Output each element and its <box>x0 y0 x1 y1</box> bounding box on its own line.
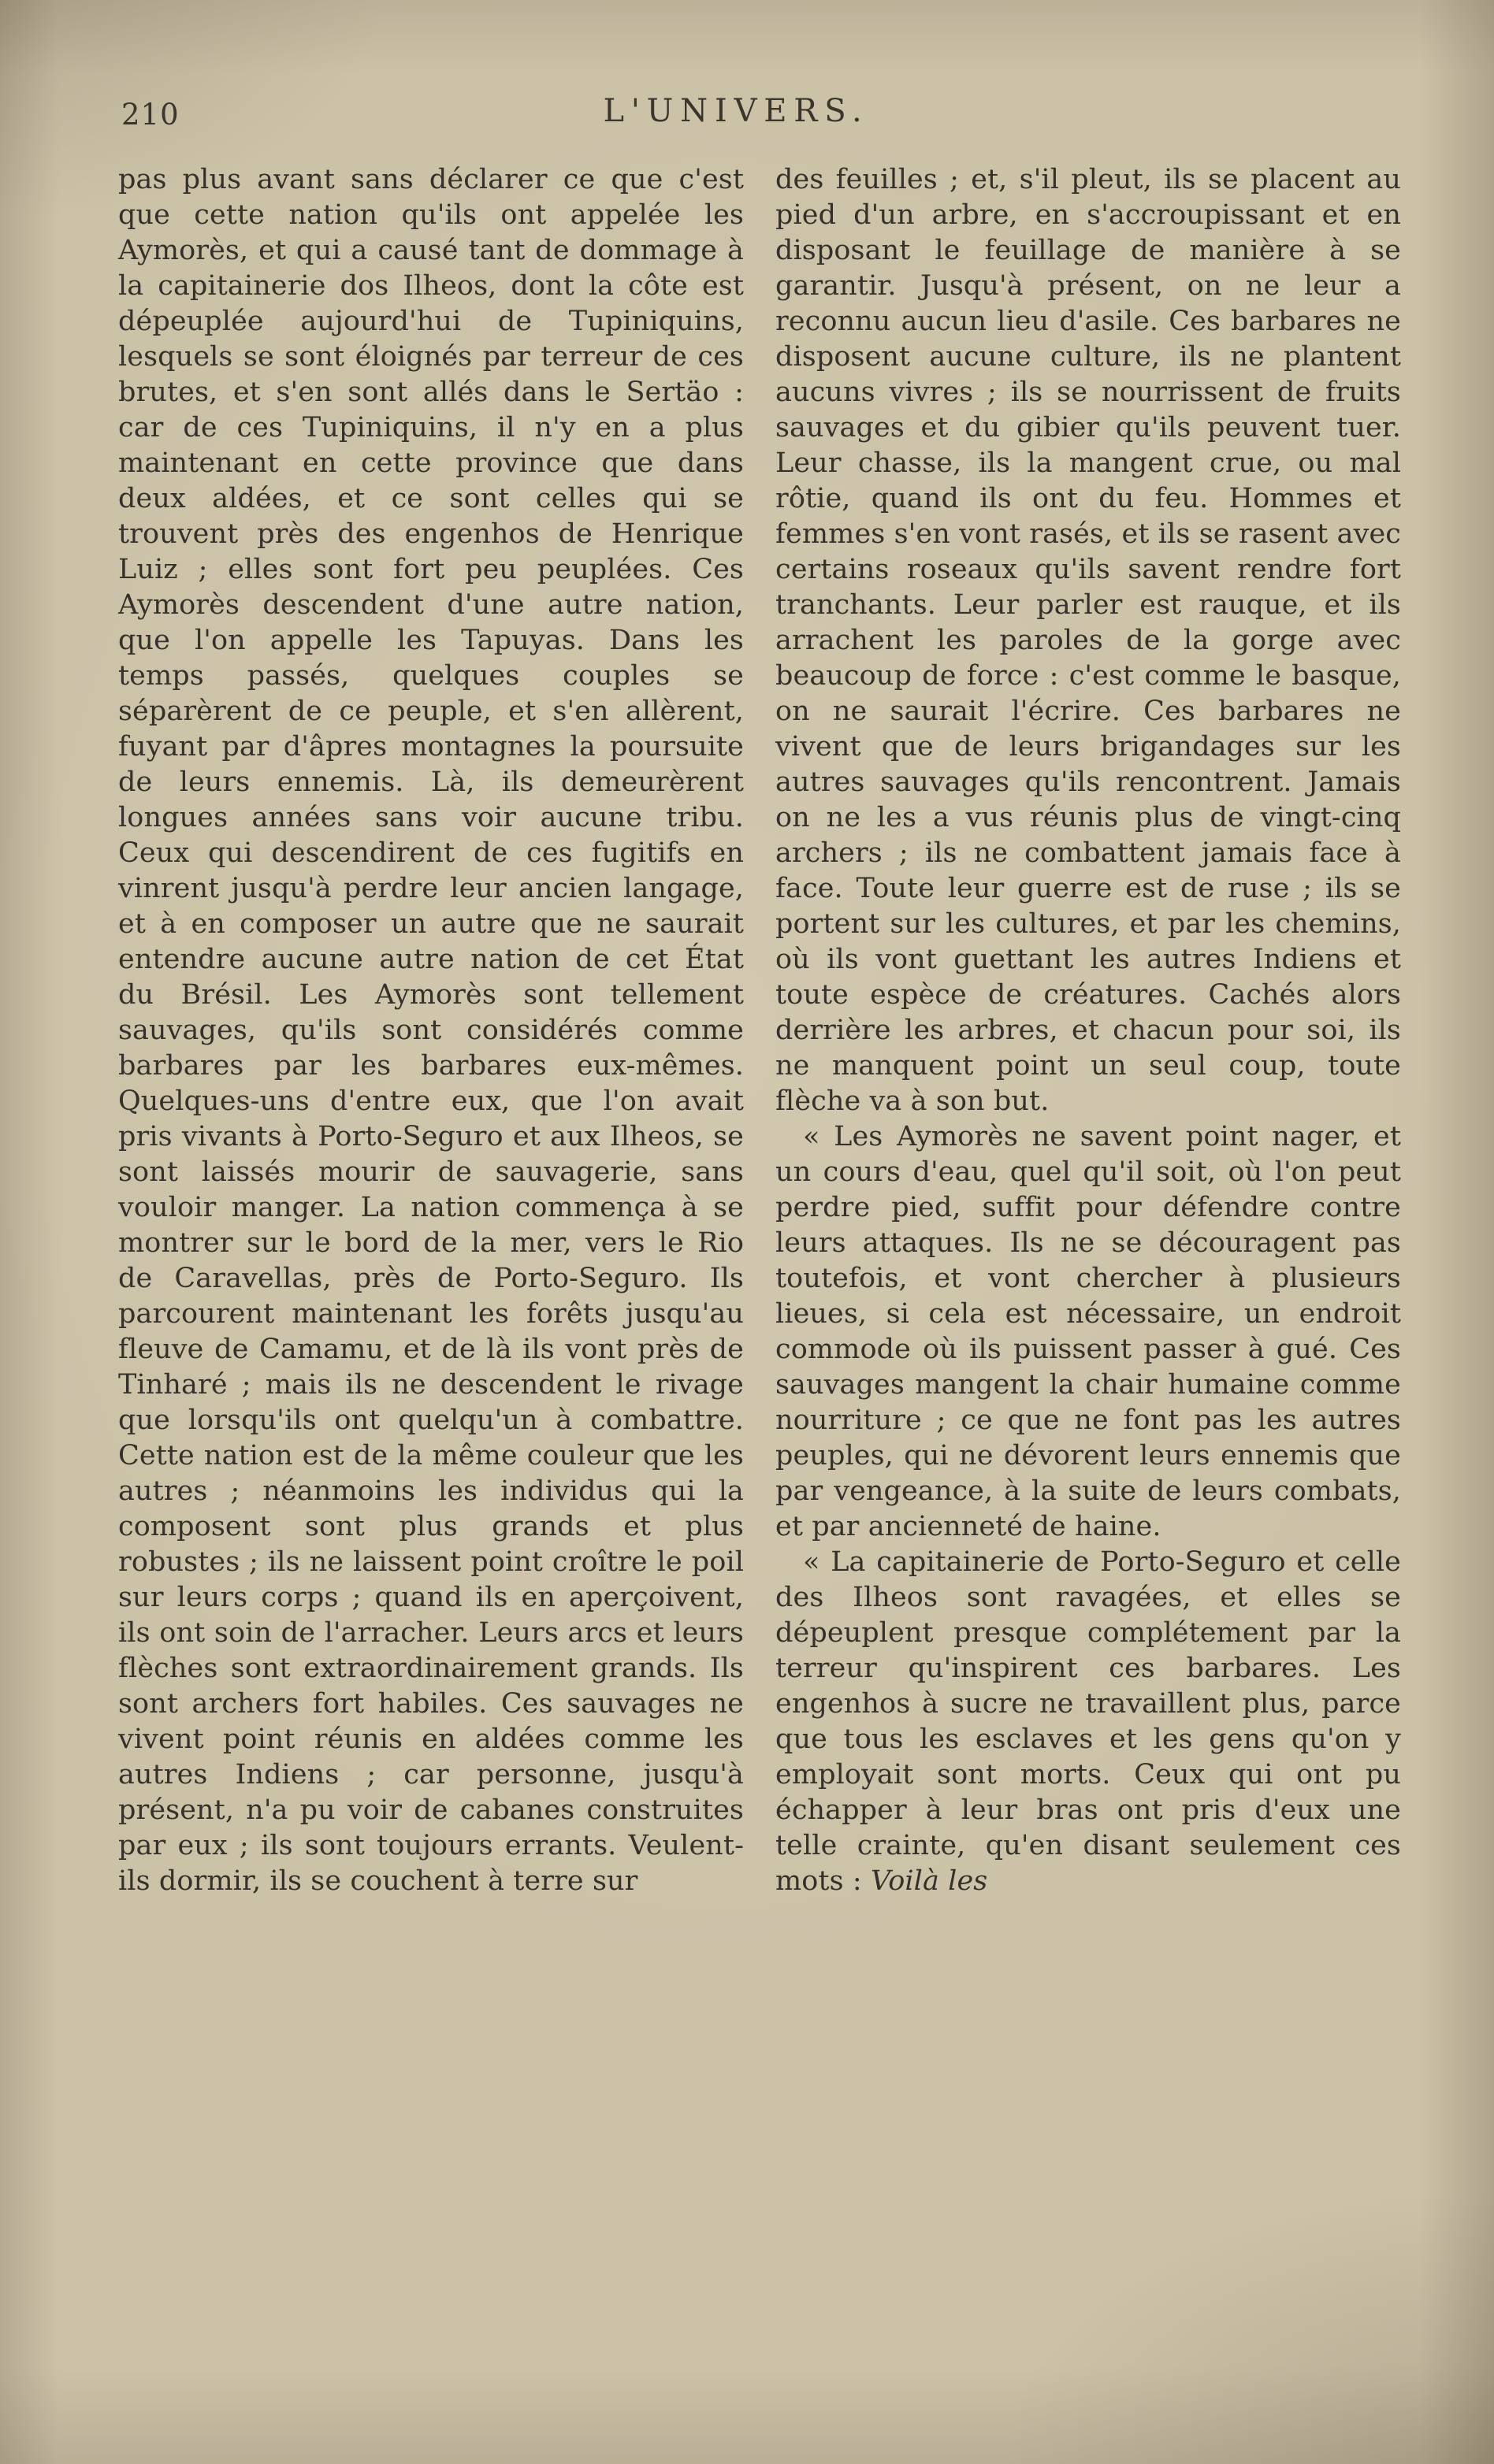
paragraph-italic-text: Voilà les <box>871 1865 988 1897</box>
paragraph <box>775 1545 1401 1899</box>
page-number: 210 <box>121 98 180 132</box>
paragraph-text: des feuilles ; et, s'il pleut, ils se placent au pied d'un arbre, en s'accroupissant et en disposant le feuillage de manière à se garantir. Jusqu'à présent, on ne leur a reconnu aucun lieu d'asile. Ces barbares ne disposent aucune culture, ils ne plantent aucuns vivres ; ils se nourrissent de fruits sauvages et du gibier qu'ils peuvent tuer. Leur chasse, ils la mangent crue, ou mal rôtie, quand ils ont du feu. Hommes et femmes s'en vont rasés, et ils se rasent avec certains roseaux qu'ils savent rendre fort tranchants. Leur parler est rauque, et ils arrachent les paroles de la gorge avec beaucoup de force : c'est comme le basque, on ne saurait l'écrire. Ces barbares ne vivent que de leurs brigandages sur les autres sauvages qu'ils rencontrent. Jamais on ne les a vus réunis plus de vingt-cinq archers ; ils ne combattent jamais face à face. Toute leur guerre est de ruse ; ils se portent sur les cultures, et par les chemins, où ils vont guettant les autres Indiens et toute espèce de créatures. Cachés alors derrière les arbres, et chacun pour soi, ils ne manquent point un seul coup, toute flèche va à son but. <box>775 164 1401 1117</box>
paragraph-text: pas plus avant sans déclarer ce que c'est que cette nation qu'ils ont appelée les Aymorès, et qui a causé tant de dommage à la capitainerie dos Ilheos, dont la côte est dépeuplée aujourd'hui de Tupiniquins, lesquels se sont éloignés par terreur de ces brutes, et s'en sont allés dans le Sertäo : car de ces Tupiniquins, il n'y en a plus maintenant en cette province que dans deux aldées, et ce sont celles qui se trouvent près des engenhos de Henrique Luiz ; elles sont fort peu peuplées. Ces Aymorès descendent d'une autre nation, que l'on appelle les Tapuyas. Dans les temps passés, quelques couples se séparèrent de ce peuple, et s'en allèrent, fuyant par d'âpres montagnes la poursuite de leurs ennemis. Là, ils demeurèrent longues années sans voir aucune tribu. Ceux qui descendirent de ces fugitifs en vinrent jusqu'à perdre leur ancien langage, et à en composer un autre que ne saurait entendre aucune autre nation de cet État du Brésil. Les Aymorès sont tellement sauvages, qu'ils sont considérés comme barbares par les barbares eux-mêmes. Quelques-uns d'entre eux, que l'on avait pris vivants à Porto-Seguro et aux Ilheos, se sont laissés mourir de sauvagerie, sans vouloir manger. La nation commença à se montrer sur le bord de la mer, vers le Rio de Caravellas, près de Porto-Seguro. Ils parcourent maintenant les forêts jusqu'au fleuve de Camamu, et de là ils vont près de Tinharé ; mais ils ne descendent le rivage que lorsqu'ils ont quelqu'un à combattre. Cette nation est de la même couleur que les autres ; néanmoins les individus qui la composent sont plus grands et plus robustes ; ils ne laissent point croître le poil sur leurs corps ; quand ils en aperçoivent, ils ont soin de l'arracher. Leurs arcs et leurs flèches sont extraordinairement grands. Ils sont archers fort habiles. Ces sauvages ne vivent point réunis en aldées comme les autres Indiens ; car personne, jusqu'à présent, n'a pu voir de cabanes construites par eux ; ils sont toujours errants. Veulent-ils dormir, ils se couchent à terre sur <box>118 164 744 1897</box>
page-header <box>118 93 1401 137</box>
paragraph-text: « Les Aymorès ne savent point nager, et un cours d'eau, quel qu'il soit, où l'on peut perdre pied, suffit pour défendre contre leurs attaques. Ils ne se découragent pas toutefois, et vont chercher à plusieurs lieues, si cela est nécessaire, un endroit commode où ils puissent passer à gué. Ces sauvages mangent la chair humaine comme nourriture ; ce que ne font pas les autres peuples, qui ne dévorent leurs ennemis que par vengeance, à la suite de leurs combats, et par ancienneté de haine. <box>775 1121 1401 1542</box>
paragraph <box>775 1119 1401 1545</box>
running-title: L'UNIVERS. <box>603 93 869 129</box>
page-body <box>118 162 1401 1899</box>
text-column-left <box>118 162 744 1899</box>
text-column-right <box>775 162 1401 1899</box>
paragraph <box>118 162 744 1899</box>
paragraph <box>775 162 1401 1119</box>
paragraph-text: « La capitainerie de Porto-Seguro et celle des Ilheos sont ravagées, et elles se dépeuplent presque complétement par la terreur qu'inspirent ces barbares. Les engenhos à sucre ne travaillent plus, parce que tous les esclaves et les gens qu'on y employait sont morts. Ceux qui ont pu échapper à leur bras ont pris d'eux une telle crainte, qu'en disant seulement ces mots : <box>775 1546 1401 1897</box>
